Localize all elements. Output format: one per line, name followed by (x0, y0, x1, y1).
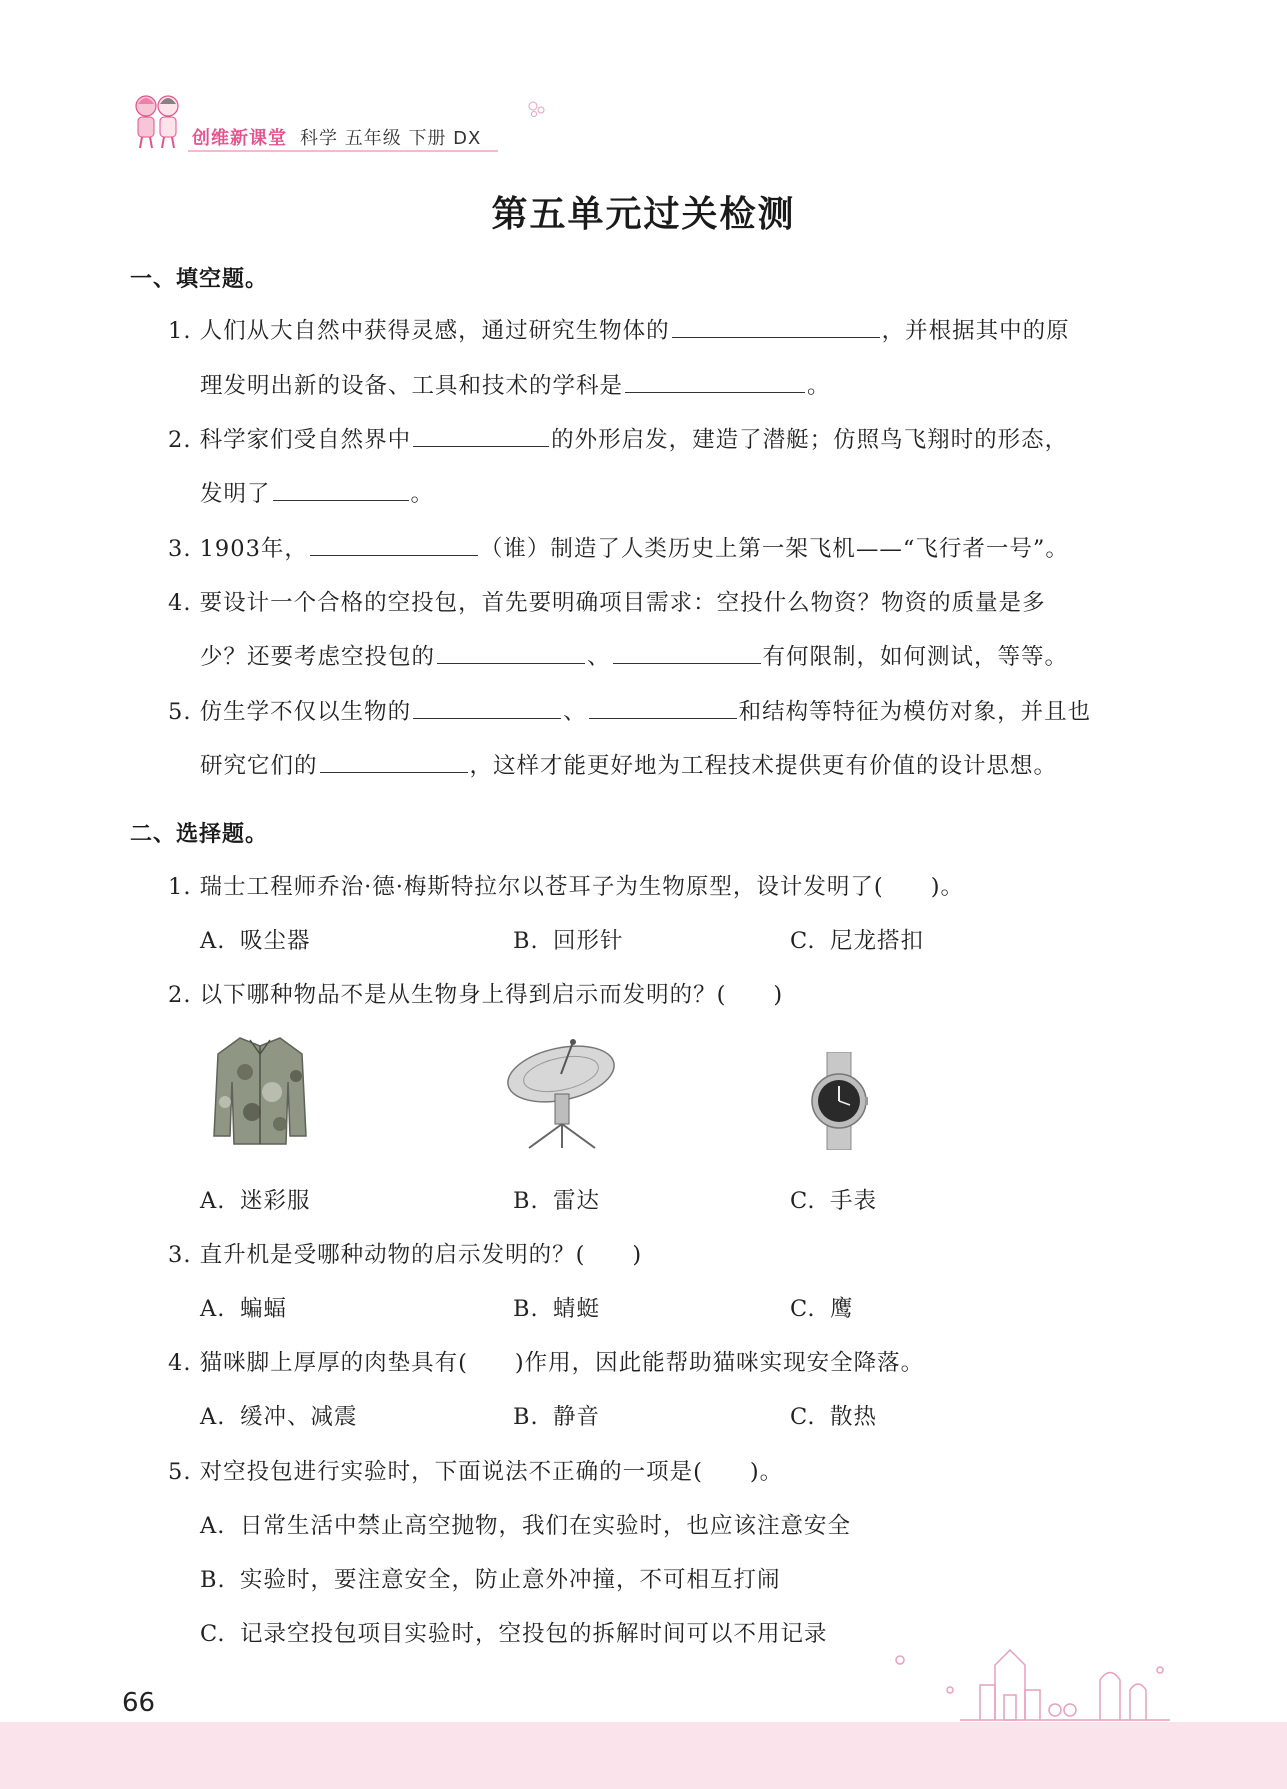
radar-dish-image (503, 1038, 629, 1150)
answer-blank[interactable] (613, 641, 761, 664)
fill-q4-line2: 少？还要考虑空投包的 、 有何限制，如何测试，等等。 (200, 639, 1068, 671)
mc-q2-stem: 2. 以下哪种物品不是从生物身上得到启示而发明的？( ) (168, 982, 784, 1008)
mc-q4-stem: 4. 猫咪脚上厚厚的肉垫具有( )作用，因此能帮助猫咪实现安全降落。 (168, 1350, 925, 1376)
answer-blank[interactable] (625, 370, 805, 393)
mc-q3-option-a[interactable]: A. 蝙蝠 (200, 1296, 288, 1322)
answer-blank[interactable] (320, 750, 468, 773)
answer-blank[interactable] (273, 478, 409, 501)
fill-q2-line1: 2. 科学家们受自然界中 的外形启发，建造了潜艇；仿照鸟飞翔时的形态， (168, 422, 1068, 454)
mc-q1-stem: 1. 瑞士工程师乔治·德·梅斯特拉尔以苍耳子为生物原型，设计发明了( )。 (168, 874, 964, 900)
mc-q2-option-c[interactable]: C. 手表 (790, 1188, 878, 1214)
answer-blank[interactable] (310, 533, 478, 556)
wristwatch-image (810, 1052, 868, 1150)
answer-blank[interactable] (437, 641, 585, 664)
mc-q5-option-a[interactable]: A. 日常生活中禁止高空抛物，我们在实验时，也应该注意安全 (200, 1513, 852, 1539)
mc-q5-stem: 5. 对空投包进行实验时，下面说法不正确的一项是( )。 (168, 1459, 784, 1485)
mc-q3-stem: 3. 直升机是受哪种动物的启示发明的？( ) (168, 1242, 643, 1268)
mc-q4-option-a[interactable]: A. 缓冲、减震 (200, 1404, 358, 1430)
mc-q2-option-a[interactable]: A. 迷彩服 (200, 1188, 311, 1214)
page-title: 第五单元过关检测 (491, 194, 796, 235)
mc-q1-option-c[interactable]: C. 尼龙搭扣 (790, 928, 925, 954)
fill-q4-line1: 4. 要设计一个合格的空投包，首先要明确项目需求：空投什么物资？物资的质量是多 (168, 590, 1046, 616)
castle-doodle-icon (880, 1640, 1180, 1730)
brand-name: 创维新课堂 (192, 128, 287, 149)
flower-icon (525, 98, 549, 120)
fill-q1-line1: 1. 人们从大自然中获得灵感，通过研究生物体的 ，并根据其中的原 (168, 313, 1070, 345)
answer-blank[interactable] (413, 424, 549, 447)
mc-q4-option-b[interactable]: B. 静音 (513, 1404, 601, 1430)
page-header (120, 84, 840, 154)
section-heading-multiple-choice: 二、选择题。 (130, 822, 269, 847)
mc-q4-option-c[interactable]: C. 散热 (790, 1404, 878, 1430)
mc-q1-option-b[interactable]: B. 回形针 (513, 928, 624, 954)
mc-q3-option-c[interactable]: C. 鹰 (790, 1296, 854, 1322)
answer-blank[interactable] (672, 315, 880, 338)
mc-q5-option-b[interactable]: B. 实验时，要注意安全，防止意外冲撞，不可相互打闹 (200, 1567, 781, 1593)
header-divider (188, 150, 498, 152)
mc-q2-option-b[interactable]: B. 雷达 (513, 1188, 601, 1214)
mc-q3-option-b[interactable]: B. 蜻蜓 (513, 1296, 601, 1322)
subject-label: 科学 五年级 下册 DX (300, 128, 482, 149)
mc-q5-option-c[interactable]: C. 记录空投包项目实验时，空投包的拆解时间可以不用记录 (200, 1621, 828, 1647)
footer-band (0, 1722, 1287, 1789)
fill-q3-line1: 3. 1903年， （谁）制造了人类历史上第一架飞机——“飞行者一号”。 (168, 531, 1069, 563)
fill-q5-line1: 5. 仿生学不仅以生物的 、 和结构等特征为模仿对象，并且也 (168, 694, 1091, 726)
fill-q1-line2: 理发明出新的设备、工具和技术的学科是 。 (200, 368, 831, 400)
camouflage-jacket-image (210, 1032, 310, 1148)
section-heading-fill-blank: 一、填空题。 (130, 267, 269, 292)
page-number: 66 (122, 1688, 156, 1718)
mc-q1-option-a[interactable]: A. 吸尘器 (200, 928, 311, 954)
answer-blank[interactable] (589, 696, 737, 719)
kids-mascot-icon (126, 90, 188, 150)
fill-q5-line2: 研究它们的 ，这样才能更好地为工程技术提供更有价值的设计思想。 (200, 748, 1057, 780)
fill-q2-line2: 发明了 。 (200, 476, 434, 508)
answer-blank[interactable] (413, 696, 561, 719)
